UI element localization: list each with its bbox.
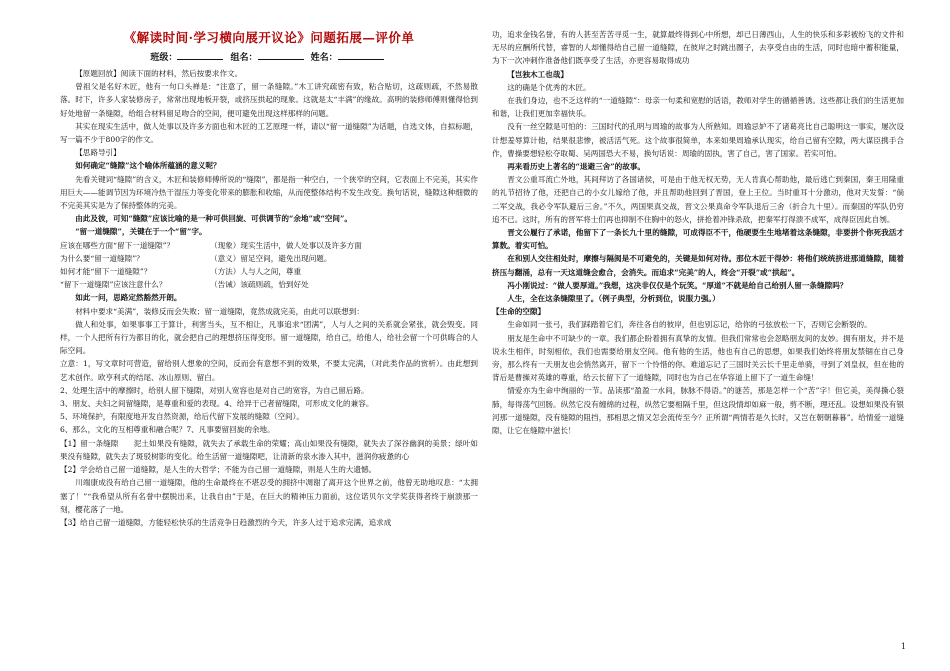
qa-row [60,265,478,278]
body-paragraph: 5、环境保护，有限度地开发自然资源，给后代留下发展的缝隙（空间）。 [60,412,305,422]
guide-conclusion: 由此及彼，可知“缝隙”应该比喻的是一种可供回旋、可供调节的“余地”或“空间”。 [75,214,352,224]
body-paragraph: 功，追求金钱名誉，有的人甚至苦苦寻觅一生，就算最终得到心中所想，却已日薄西山，人生的快乐和多彩被纷飞的文件和无尽的应酬所代替，睿智的人却懂得给自己留一道缝隙，在彼岸之时跳出圈子，去享受自由的生活，同时也暗中蓄积能量，为下一次冲刺作准备他们既享受了生活，亦更容易取得成功 [492,30,904,66]
name-blank[interactable] [338,59,384,60]
essay-paragraph: 在和别人交往相处时，摩擦与隔阂是不可避免的，关键是如何对待。那位木匠干得妙：将他们统统挤进那道缝隙，随着挤压与翻涌，总有一天这道缝会愈合，会消失。而追求“完美”的人，终会“开裂”或“拱起”。 [492,254,904,277]
qa-question: “留下一道缝隙”应该注意什么？ [60,280,167,290]
qa-answer: （意义）留足空间，避免出现问题。 [210,253,332,263]
body-paragraph: 2、处理生活中的摩擦时，给别人留下缝隙，对别人宽容也是对自己的宽容，为自己留后路。 [60,385,369,395]
class-blank[interactable] [177,59,223,60]
qa-question: 为什么要“留一道缝隙”？ [60,253,144,263]
left-column [60,28,478,671]
page-number: 1 [900,642,906,651]
essay-paragraph: 再来看历史上著名的“退避三舍”的故事。 [507,162,646,172]
guide-question: 如何确定“缝隙”这个喻体所蕴涵的意义呢？ [75,161,221,171]
name-label: 姓名： [310,53,338,63]
sample-paragraph: 【3】给自己留一道缝隙，方能轻松快乐的生活竞争日趋激烈的今天，许多人过于追求完满，追求成 [60,517,392,527]
essay-heading: 【岂独木工也哉】 [507,69,568,79]
body-paragraph: 立意：1，写文章时可营造，留给别人想象的空间，反而会有意想不到的效果，不要太完满，（对此类作品的赏析）。由此想到艺术创作。欧亨利式的结尾、冰山原则、留白。 [60,359,478,382]
class-label: 班级： [150,53,178,63]
guide-summary: 如此一问，思路定然豁然开朗。 [75,293,182,303]
body-paragraph: 6、那么，文化的互相尊重和融合呢？7、凡事要留回旋的余地。 [60,425,275,435]
essay-paragraph: 人生，全在这条缝隙里了。（例子典型，分析到位，说服力强。） [507,294,720,304]
essay-paragraph: 晋文公履行了承诺，他留下了一条长九十里的缝隙，可成得臣不干，他硬要生生地堵着这条缝隙，非要拼个你死我活才算数。着实可怕。 [492,228,904,251]
sample-paragraph: 【2】学会给自己留一道缝隙，是人生的大哲学；不能为自己留一道缝隙，则是人生的大遗憾。 [60,465,377,475]
qa-row [60,252,478,265]
essay-paragraph: 这的确是个优秀的木匠。 [507,82,591,92]
group-label: 组名： [230,53,258,63]
group-blank[interactable] [258,59,304,60]
prompt-paragraph: 曾祖父是名好木匠，他有一句口头禅是：“注意了，留一条缝隙。”木工讲究疏密有致，粘合贴切，这疏则疏，不然易散落。时下，许多人家装修房子，常常出现地板开裂，或挤压拱起的现象。这就是太“丰满”的缘故。高明的装修师傅则懂得恰到好处地留一条缝隙，给组合材料留足吻合的空间，便可避免出现这样那样的问题。 [60,82,478,118]
body-paragraph: 材料中要求“美满”，装修反而会失败；留一道缝隙，竟然成就完美，由此可以联想到： [75,306,364,316]
sample-paragraph: 【1】留一条缝隙 泥土如果没有缝隙，就失去了承载生命的荣耀；高山如果没有缝隙，就失去了深谷幽涧的美景；绿叶如果没有缝隙，就失去了斑驳树影的变化。给生活留一道缝隙吧，让清新的泉水渗入其中，滋润你疲惫的心 [60,438,478,461]
right-column [492,28,904,671]
qa-row [60,239,478,252]
qa-row [60,278,478,291]
worksheet-title: 《解读时间·学习横向展开议论》问题拓展—评价单 [123,30,415,45]
guide-keyword: “留一道缝隙”，关键在于一个“留”字。 [75,227,207,237]
body-paragraph: 做人和处事，如果事事工于算计，利害当头，互不相让，凡事追求“团满”，人与人之间的关系就会紧张，就会毁变。同样，一个人把所有行为都目的化，就会把自己的理想挤压得变形。留一道缝隙，给自己，给他人，给社会留一个可供晦合的人际空间。 [60,319,478,356]
qa-list [60,239,478,292]
prompt-requirement: 其实在现实生活中，做人处事以及许多方面也和木匠的工艺原理一样，请以“留一道缝隙”为话题，自选文体，自拟标题，写一篇不少于800字的作文。 [60,121,478,145]
sample-paragraph: 川端康成没有给自己留一道缝隙，他的生命最终在不堪忍受的拥挤中凋谢了离开这个世界之前，他曾无助地叹息：“太拥塞了！”“我希望从所有名誉中摆脱出来，让我自由”于是，在巨大的精神压力面前，这位诺贝尔文学奖获得者终于崩溃那一刻，樱花落了一地。 [60,478,478,514]
essay-heading: 【生命的空隙】 [492,307,546,317]
essay-paragraph: 情爱亦为生命中绚丽的一节。品读那“盈盈一水间，脉脉不得语。”的谜苦，那是怎样一个“苦”字！但它美，美得撕心裂肺，每得荡气回肠。纵然它没有缠绵的过程，纵然它要相隔千里，但这段情却如麻一般，剪不断，理还乱。设想如果没有银河那一道缝隙，没有缝隙的阻挡，那相思之情又怎会流传至今？正所谓“两情若是久长时，又岂在朝朝暮暮”。给情爱一道缝隙，让它在缝隙中滋长！ [492,386,904,436]
student-info-line [60,50,478,63]
qa-answer: （现象）现实生活中，做人处事以及许多方面 [210,240,362,250]
qa-question: 如何才能“留下一道缝隙”？ [60,267,152,277]
qa-question: 应该在哪些方面“留下一道缝隙”？ [60,240,175,250]
body-paragraph: 3、朋友、夫妇之间留缝隙，是尊重和爱的表现。4、给异于己者留缝隙，可形成文化的兼容。 [60,399,374,409]
essay-paragraph: 朋友是生命中不可缺少的一章。我们都企盼着拥有真挚的友情。但我们常常也会忽略朋友间的友妙。拥有朋友，并不是说永生相伴，时刻相依，我们也需要给朋友空间。他有他的生活，他也有自己的思想，如果我们始终将朋友禁锢在自己身旁，那么终有一天朋友也会悄然离开，留下一个怜惜的你。难道忘记了三国时关云长千里走单骑，寻到了刘皇叔，但在他的背后是曹操对英雄的尊重，给云长留下了一道缝隙，同时也为自己在华容道上留下了一道生命缝！ [492,333,904,383]
section-original-question: 【原题回放】阅读下面的材料，然后按要求作文。 [75,69,243,78]
qa-answer: （告诫）该疏则疏，恰到好处 [210,280,309,290]
essay-paragraph: 在我们身边，也不乏这样的“一道缝隙”：母亲一句柔和宽慰的话语，教师对学生的循循善诱。这些都让我们的生活更加和谐，让我们更加幸福快乐。 [492,96,904,119]
guide-paragraph: 先看关键词“缝隙”的含义，木匠和装修师傅所说的“缝隙”，都是指一种空白，一个狭窄的空间，它表面上不完美，其实作用巨大——能调节因为环境冷热干湿压力等变化带来的膨胀和收缩，从而使整体结构不发生改变。换句话说，缝隙这种细微的不完美其实是为了保持整体的完美。 [60,174,478,211]
essay-paragraph: 冯小刚说过：“做人要厚道。”我想，这决非仅仅是个玩笑。“厚道”不就是给自己给别人留一条缝隙吗？ [507,280,848,290]
essay-paragraph: 生命如同一张弓，我们踩踏着它们，奔往各自的彼岸，但也别忘记，给你的弓弦放松一下，否则它会断裂的。 [507,320,872,330]
essay-paragraph: 晋文公重耳流亡外地，其间拜访了各国诸侯，可是由于他无权无势，无人肯真心帮助他，最后逃亡到秦国，秦王用隆重的礼节招待了他，还把自己的小女儿嫁给了他，并且帮助他回到了晋国，登上王位。当时重耳十分激动，他对天发誓：“倘二军交战，我必令军队避后三舍。”不久，两国果真交战，晋文公果真命令军队退后三舍（折合九十里）。而秦国的军队仍穷追不已。这时，所有的晋军将士们再也抑制不住胸中的怒火，拼抢着冲锋杀敌，把秦军打得溃不成军，成得臣因此自刎。 [492,175,904,224]
qa-answer: （方法）人与人之间，尊重 [210,267,302,277]
essay-paragraph: 没有一丝空隙是可怕的：三国时代的孔明与周瑜的故事为人所熟知。周瑜忌妒不了诸葛亮比自己聪明这一事实，屡次设计想羞辱算计他，结果很悲惨，被活活气死。这个故事很简单，本来如果周瑜承认现实，给自己留有空隙，两大谋臣携手合作，曹操要想轻松夺取蜀、吴两国恐大不易，换句话说：周瑜的固执，害了自己，害了国家。若实可怕。 [492,122,904,158]
section-thinking-guide: 【思路导引】 [75,148,121,158]
